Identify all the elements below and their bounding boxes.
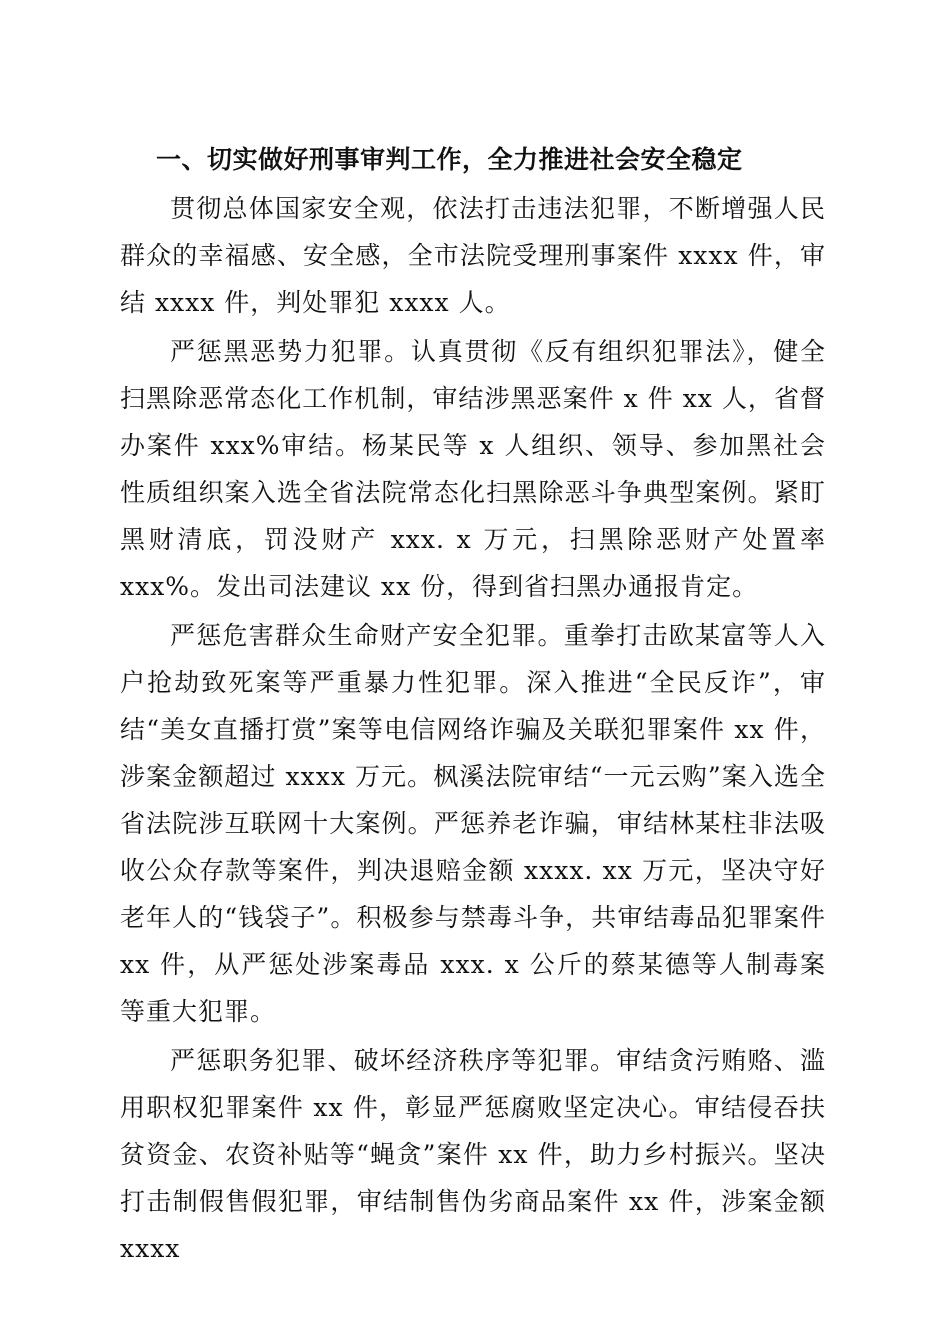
paragraph-public-safety: 严惩危害群众生命财产安全犯罪。重拳打击欧某富等人入户抢劫致死案等严重暴力性犯罪。深入推进“全民反诈”，审结“美女直播打赏”案等电信网络诈骗及关联犯罪案件 xx 件，涉案金额超过 xxxx 万元。枫溪法院审结“一元云购”案入选全省法院涉互联网十大案例。严惩养老诈骗，审结林某柱非法吸收公众存款等案件，判决退赔金额 xxxx. xx 万元，坚决守好老年人的“钱袋子”。积极参与禁毒斗争，共审结毒品犯罪案件 xx 件，从严惩处涉案毒品 xxx. x 公斤的蔡某德等人制毒案等重大犯罪。 (120, 621, 826, 1026)
document-body (120, 135, 826, 1272)
paragraph-gang-crime: 严惩黑恶势力犯罪。认真贯彻《反有组织犯罪法》，健全扫黑除恶常态化工作机制，审结涉黑恶案件 x 件 xx 人，省督办案件 xxx%审结。杨某民等 x 人组织、领导、参加黑社会性质组织案入选全省法院常态化扫黑除恶斗争典型案例。紧盯黑财清底，罚没财产 xxx. x 万元，扫黑除恶财产处置率 xxx%。发出司法建议 xx 份，得到省扫黑办通报肯定。 (120, 337, 826, 601)
paragraph-duty-crime: 严惩职务犯罪、破坏经济秩序等犯罪。审结贪污贿赂、滥用职权犯罪案件 xx 件，彰显严惩腐败坚定决心。审结侵吞扶贫资金、农资补贴等“蝇贪”案件 xx 件，助力乡村振兴。坚决打击制假售假犯罪，审结制售伪劣商品案件 xx 件，涉案金额 xxxx (120, 1046, 826, 1263)
section-heading: 一、切实做好刑事审判工作，全力推进社会安全稳定 (156, 145, 743, 174)
paragraph-intro: 贯彻总体国家安全观，依法打击违法犯罪，不断增强人民群众的幸福感、安全感，全市法院受理刑事案件 xxxx 件，审结 xxxx 件，判处罪犯 xxxx 人。 (120, 194, 826, 317)
